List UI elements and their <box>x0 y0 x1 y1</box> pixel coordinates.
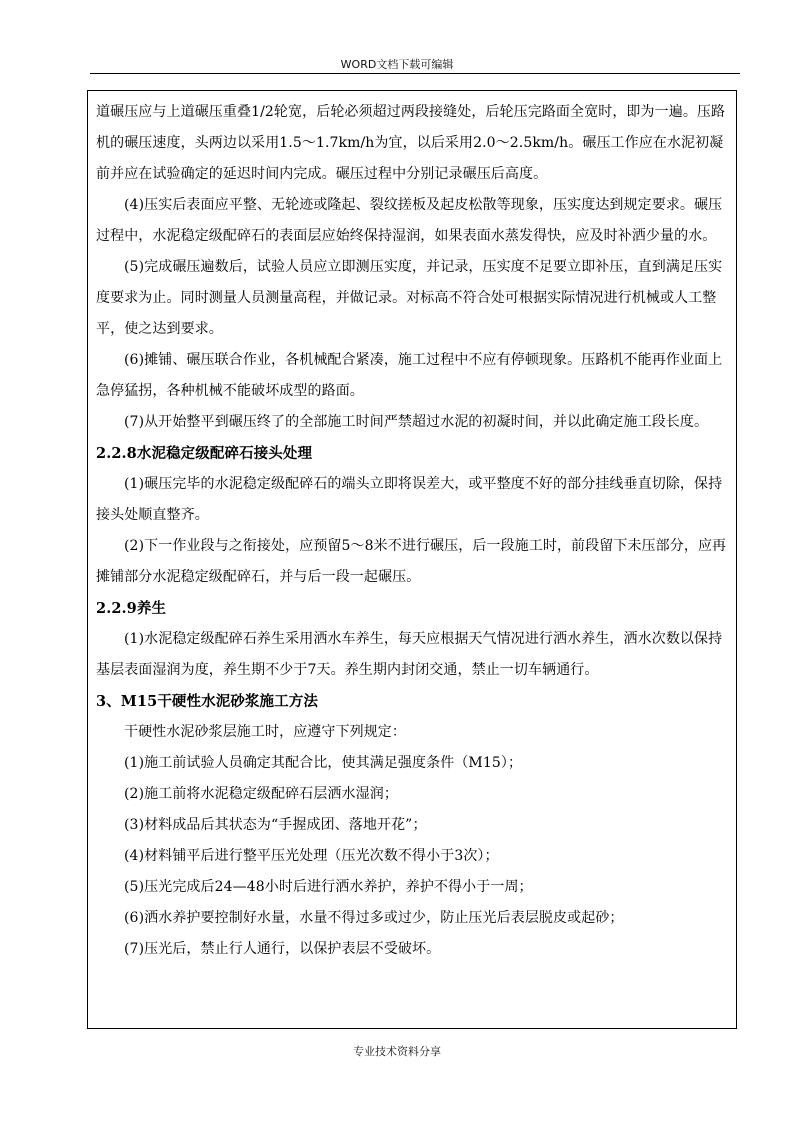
page-header: WORD文档下载可编辑 <box>340 58 454 71</box>
paragraph: (2)下一作业段与之衔接处，应预留5～8米不进行碾压，后一段施工时，前段留下未压部分，应再摊铺部分水泥稳定级配碎石，并与后一段一起碾压。 <box>96 538 727 585</box>
paragraph: 道碾压应与上道碾压重叠1/2轮宽，后轮必须超过两段接缝处，后轮压完路面全宽时，即为一遍。压路机的碾压速度，头两边以采用1.5～1.7km/h为宜，以后采用2.0～2.5km/h。碾压工作应在水泥初凝前并应在试验确定的延迟时间内完成。碾压过程中分别记录碾压后高度。 <box>96 104 726 182</box>
section-heading: 2.2.8水泥稳定级配碎石接头处理 <box>96 445 313 462</box>
page-footer: 专业技术资料分享 <box>353 1045 441 1058</box>
list-item: (2)施工前将水泥稳定级配碎石层洒水湿润； <box>124 786 398 802</box>
list-item: (7)压光后，禁止行人通行，以保护表层不受破坏。 <box>124 941 441 957</box>
section-heading: 3、M15干硬性水泥砂浆施工方法 <box>96 693 318 710</box>
paragraph: (5)完成碾压遍数后，试验人员应立即测压实度，并记录，压实度不足要立即补压，直到满足压实度要求为止。同时测量人员测量高程，并做记录。对标高不符合处可根据实际情况进行机械或人工整平，使之达到要求。 <box>96 259 723 337</box>
paragraph: (6)摊铺、碾压联合作业，各机械配合紧凑，施工过程中不应有停顿现象。压路机不能再作业面上急停猛拐，各种机械不能破坏成型的路面。 <box>96 352 723 399</box>
list-item: (6)洒水养护要控制好水量，水量不得过多或过少，防止压光后表层脱皮或起砂； <box>124 910 624 926</box>
paragraph: 干硬性水泥砂浆层施工时，应遵守下列规定： <box>124 724 406 740</box>
header-rule <box>90 73 740 74</box>
document-body <box>96 97 736 965</box>
paragraph: (1)碾压完毕的水泥稳定级配碎石的端头立即将误差大，或平整度不好的部分挂线垂直切除，保持接头处顺直整齐。 <box>96 476 723 523</box>
section-heading: 2.2.9养生 <box>96 600 167 617</box>
paragraph: (1)水泥稳定级配碎石养生采用洒水车养生，每天应根据天气情况进行洒水养生，洒水次数以保持基层表面湿润为度，养生期不少于7天。养生期内封闭交通，禁止一切车辆通行。 <box>96 631 723 678</box>
paragraph: (4)压实后表面应平整、无轮迹或隆起、裂纹搓板及起皮松散等现象，压实度达到规定要求。碾压过程中，水泥稳定级配碎石的表面层应始终保持湿润，如果表面水蒸发得快，应及时补洒少量的水。 <box>96 197 723 244</box>
list-item: (3)材料成品后其状态为“手握成团、落地开花”； <box>124 817 427 833</box>
paragraph: (7)从开始整平到碾压终了的全部施工时间严禁超过水泥的初凝时间，并以此确定施工段长度。 <box>124 414 709 430</box>
list-item: (5)压光完成后24—48小时后进行洒水养护，养护不得小于一周； <box>124 879 533 895</box>
list-item: (1)施工前试验人员确定其配合比，使其满足强度条件（M15）； <box>124 755 523 771</box>
list-item: (4)材料铺平后进行整平压光处理（压光次数不得小于3次）； <box>124 848 499 864</box>
